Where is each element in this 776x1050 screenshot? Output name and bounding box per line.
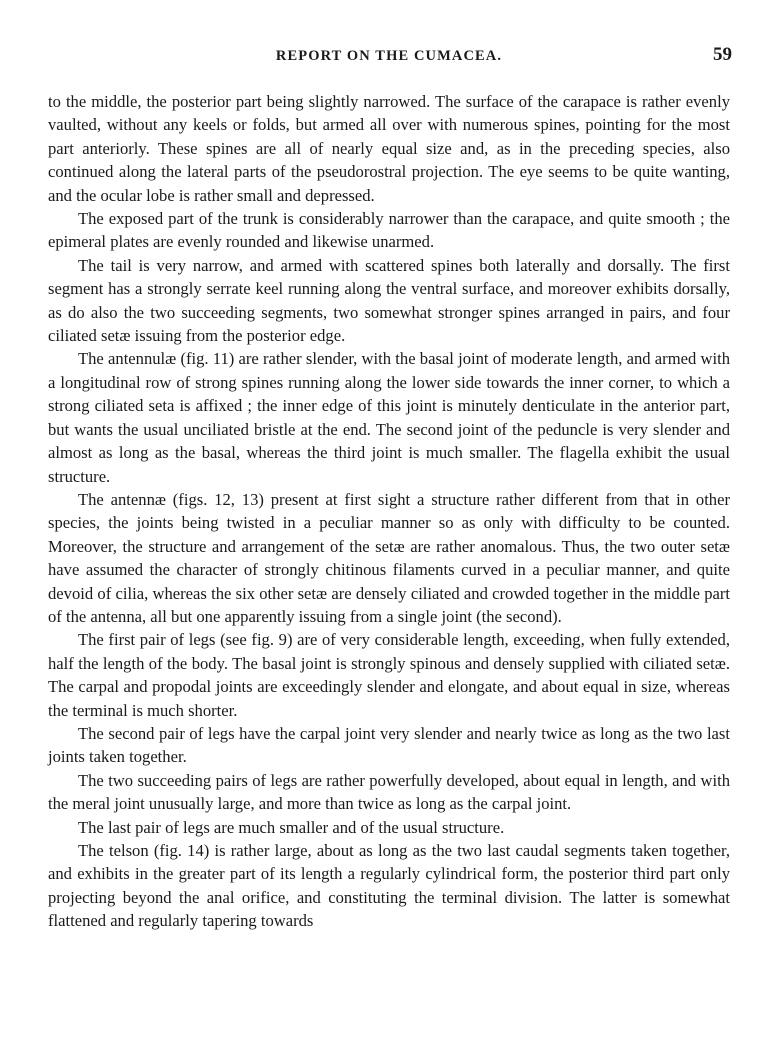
running-title: REPORT ON THE CUMACEA. — [275, 48, 503, 64]
running-head — [48, 44, 730, 70]
paragraph-trunk: The exposed part of the trunk is considerably narrower than the carapace, and quite smooth ; the epimeral plates are evenly rounded and likewise unarmed. — [48, 209, 730, 252]
paragraph-tail: The tail is very narrow, and armed with scattered spines both laterally and dorsally. The first segment has a strongly serrate keel running along the ventral surface, and moreover exhibits dorsally, as do also the two succeeding segments, two somewhat stronger spines arranged in pairs, and four ciliated setæ issuing from the posterior edge. — [48, 255, 730, 346]
page-number: 59 — [713, 44, 732, 65]
paragraph-antennae: The antennæ (figs. 12, 13) present at first sight a structure rather different from that in other species, the joints being twisted in a peculiar manner so as only with difficulty to be counted. Moreover, the structure and arrangement of the setæ are rather anomalous. Thus, the two outer setæ have assumed the character of strongly chitinous filaments curved in a peculiar manner, and quite devoid of cilia, whereas the six other setæ are densely ciliated and crowded together in the middle part of the antenna, all but one apparently issuing from a single joint (the second). — [48, 489, 730, 626]
body-text — [48, 90, 730, 933]
paragraph-antennulae: The antennulæ (fig. 11) are rather slender, with the basal joint of moderate length, and armed with a longitudinal row of strong spines running along the lower side towards the inner corner, to which a strong ciliated seta is affixed ; the inner edge of this joint is minutely denticulate in the anterior part, but wants the usual unciliated bristle at the end. The second joint of the peduncle is very slender and almost as long as the basal, whereas the third joint is much smaller. The flagella exhibit the usual structure. — [48, 349, 730, 486]
paragraph-carapace-continued: to the middle, the posterior part being slightly narrowed. The surface of the carapace is rather evenly vaulted, without any keels or folds, but armed all over with numerous spines, pointing for the most part anteriorly. These spines are all of nearly equal size and, as in the preceding species, also continued along the lateral parts of the pseudorostral projection. The eye seems to be quite wanting, and the ocular lobe is rather small and depressed. — [48, 92, 730, 205]
paragraph-telson: The telson (fig. 14) is rather large, about as long as the two last caudal segments taken together, and exhibits in the greater part of its length a regularly cylindrical form, the posterior third part only projecting beyond the anal orifice, and constituting the terminal division. The latter is somewhat flattened and regularly tapering towards — [48, 841, 730, 931]
paragraph-last-legs: The last pair of legs are much smaller and of the usual structure. — [78, 817, 505, 837]
paragraph-succeeding-legs: The two succeeding pairs of legs are rather powerfully developed, about equal in length, and with the meral joint unusually large, and more than twice as long as the carpal joint. — [48, 770, 730, 814]
paragraph-second-legs: The second pair of legs have the carpal joint very slender and nearly twice as long as the two last joints taken together. — [48, 723, 730, 767]
paragraph-first-legs: The first pair of legs (see fig. 9) are of very considerable length, exceeding, when fully extended, half the length of the body. The basal joint is strongly spinous and densely supplied with ciliated setæ. The carpal and propodal joints are exceedingly slender and elongate, and about equal in size, whereas the terminal is much shorter. — [48, 630, 730, 720]
